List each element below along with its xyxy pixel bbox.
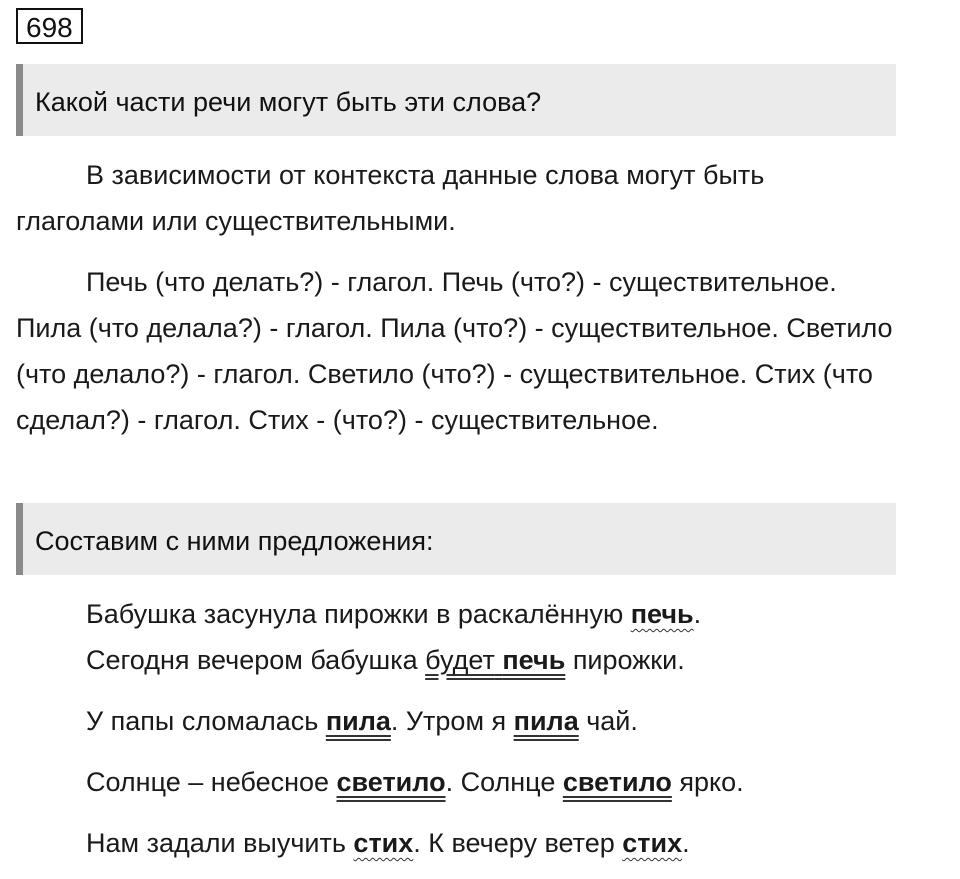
exercise-number: 698 bbox=[16, 8, 83, 44]
example-sentence bbox=[86, 596, 701, 632]
sentence-text: . Солнце bbox=[445, 767, 563, 797]
noun-word: светило bbox=[336, 767, 446, 797]
example-sentence bbox=[86, 642, 685, 678]
sentence-text: ярко. bbox=[671, 767, 744, 797]
sentence-text: Бабушка засунула пирожки в раскалённую bbox=[86, 599, 631, 629]
verb-word: пила bbox=[513, 706, 579, 736]
answer-paragraph: Печь (что делать?) - глагол. Печь (что?) - существительное. Пила (что делала?) - глагол. Пила (что?) - существительное. Светило (что делало?) - глагол. Светило (что?) - существительное. Стих (что сделал?) - глагол. Стих - (что?) - существительное. bbox=[16, 267, 893, 435]
sentence-text: . bbox=[693, 599, 702, 629]
sentence-text: Солнце – небесное bbox=[86, 767, 337, 797]
noun-word: пила bbox=[325, 706, 391, 736]
verb-word: стих bbox=[622, 828, 683, 858]
sentence-text: пирожки. bbox=[565, 645, 685, 675]
answer-paragraph: В зависимости от контекста данные слова могут быть глаголами или существительными. bbox=[16, 160, 765, 236]
sentence-text: Нам задали выучить bbox=[86, 828, 354, 858]
sentence-text: У папы сломалась bbox=[86, 706, 326, 736]
example-sentence bbox=[86, 764, 744, 800]
sentence-text: . Утром я bbox=[390, 706, 514, 736]
example-sentence bbox=[86, 703, 638, 739]
task-heading: Составим с ними предложения: bbox=[16, 503, 896, 575]
noun-word: печь bbox=[630, 599, 694, 629]
sentence-text: чай. bbox=[578, 706, 638, 736]
sentence-text: . К вечеру ветер bbox=[413, 828, 623, 858]
verb-word: светило bbox=[562, 767, 672, 797]
example-sentence bbox=[86, 825, 690, 861]
question-heading: Какой части речи могут быть эти слова? bbox=[16, 64, 896, 136]
noun-word: стих bbox=[353, 828, 414, 858]
verb-word: печь bbox=[502, 645, 566, 675]
sentence-text: . bbox=[682, 828, 690, 858]
auxiliary-verb: будет bbox=[425, 645, 495, 675]
sentence-text: Сегодня вечером бабушка bbox=[86, 645, 426, 675]
